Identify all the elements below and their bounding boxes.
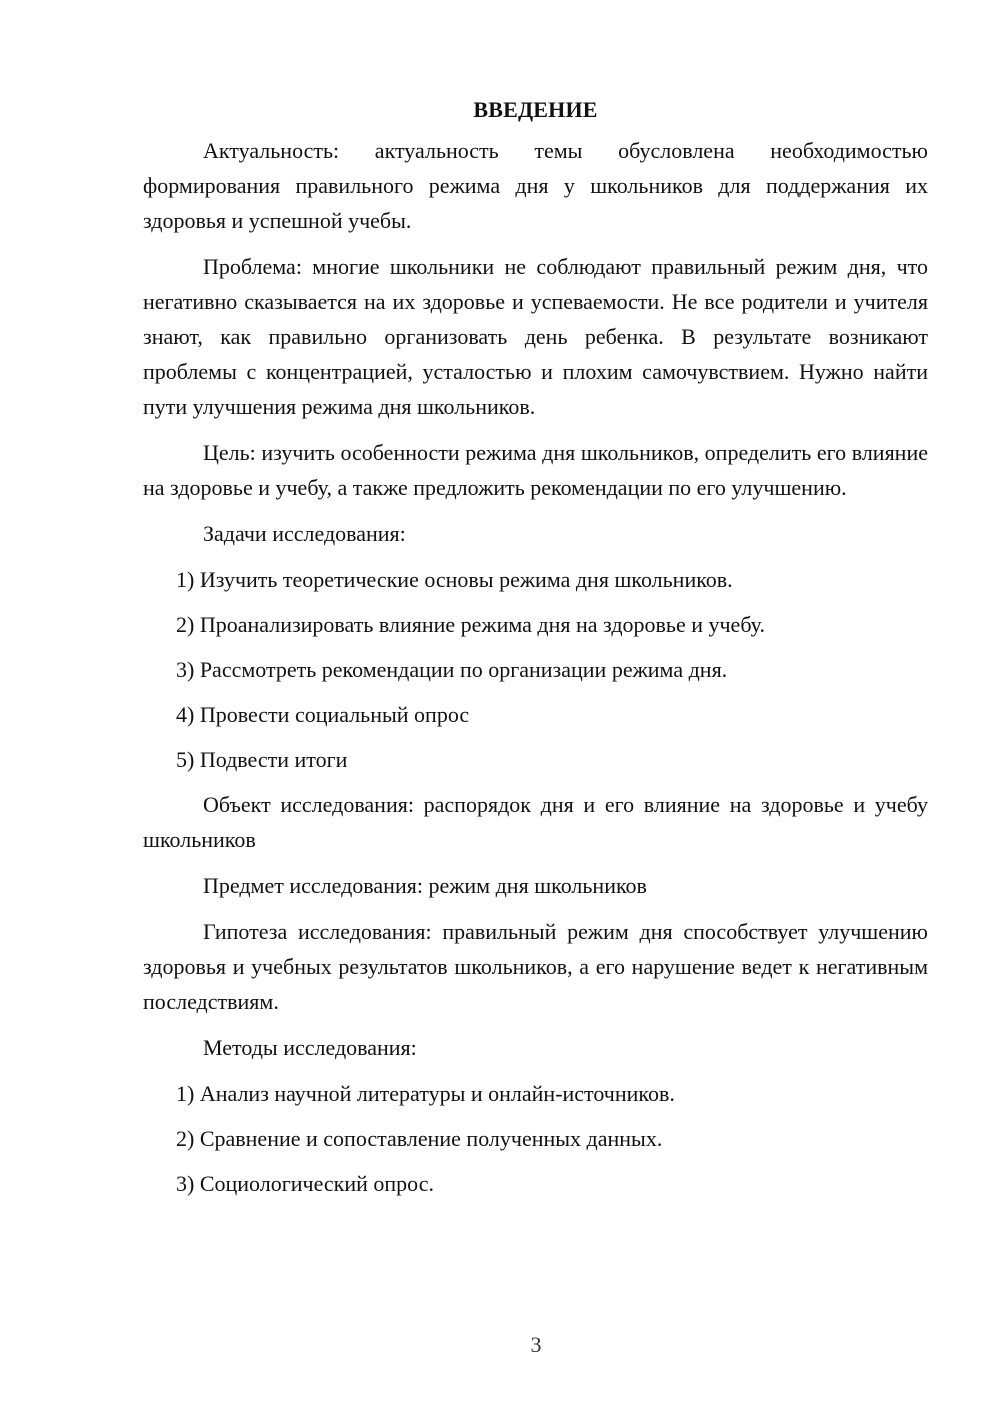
methods-list: [143, 1076, 928, 1201]
relevance-paragraph: Актуальность: актуальность темы обусловлена необходимостью формирования правильного режима дня у школьников для поддержания их здоровья и успешной учебы.: [143, 138, 928, 233]
hypothesis-paragraph: Гипотеза исследования: правильный режим дня способствует улучшению здоровья и учебных результатов школьников, а его нарушение ведет к негативным последствиям.: [143, 919, 928, 1014]
list-item: 2) Сравнение и сопоставление полученных данных.: [176, 1126, 663, 1151]
list-item: 4) Провести социальный опрос: [176, 702, 470, 727]
problem-paragraph: Проблема: многие школьники не соблюдают правильный режим дня, что негативно сказывается на их здоровье и успеваемости. Не все родители и учителя знают, как правильно организовать день ребенка. В результате возникают проблемы с концентрацией, усталостью и плохим самочувствием. Нужно найти пути улучшения режима дня школьников.: [143, 254, 928, 419]
section-heading: ВВЕДЕНИЕ: [473, 97, 598, 122]
list-item: 5) Подвести итоги: [176, 747, 348, 772]
list-item: 3) Рассмотреть рекомендации по организации режима дня.: [176, 657, 728, 682]
list-item: 3) Социологический опрос.: [176, 1171, 434, 1196]
methods-title: Методы исследования:: [203, 1035, 417, 1060]
subject-paragraph: Предмет исследования: режим дня школьников: [203, 873, 647, 898]
document-page: [143, 93, 928, 1211]
goal-paragraph: Цель: изучить особенности режима дня школьников, определить его влияние на здоровье и учебу, а также предложить рекомендации по его улучшению.: [143, 440, 928, 500]
object-paragraph: Объект исследования: распорядок дня и его влияние на здоровье и учебу школьников: [143, 792, 928, 852]
list-item: 1) Изучить теоретические основы режима дня школьников.: [176, 567, 733, 592]
tasks-title: Задачи исследования:: [203, 521, 406, 546]
page-number: 3: [530, 1332, 542, 1357]
list-item: 2) Проанализировать влияние режима дня на здоровье и учебу.: [176, 612, 765, 637]
tasks-list: [143, 562, 928, 777]
list-item: 1) Анализ научной литературы и онлайн-источников.: [176, 1081, 675, 1106]
